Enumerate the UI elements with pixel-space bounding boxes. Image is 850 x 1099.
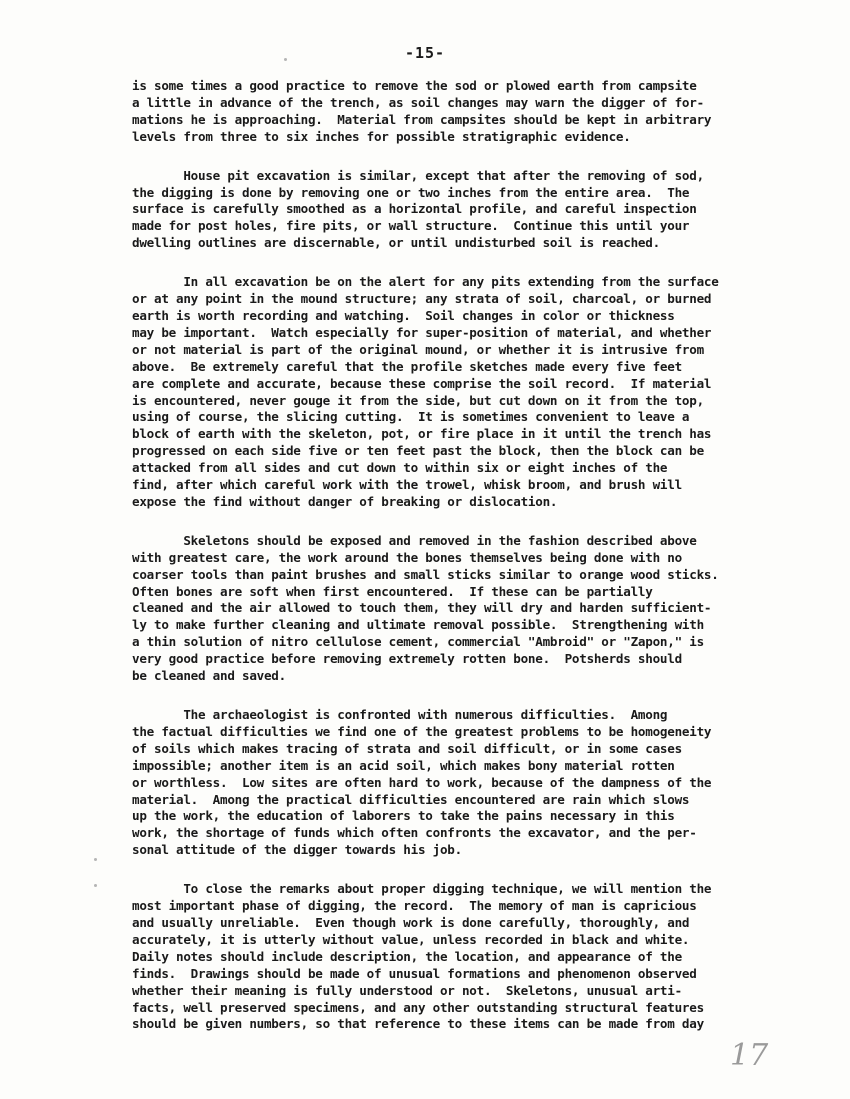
text-line: cleaned and the air allowed to touch them, they will dry and harden sufficient-	[132, 600, 712, 616]
text-line: earth is worth recording and watching. Soil changes in color or thickness	[132, 307, 675, 323]
text-line: find, after which careful work with the trowel, whisk broom, and brush will	[132, 477, 682, 493]
text-line: most important phase of digging, the record. The memory of man is capricious	[132, 898, 697, 914]
text-line: with greatest care, the work around the bones themselves being done with no	[132, 549, 682, 565]
paragraph	[132, 707, 812, 859]
text-line: very good practice before removing extremely rotten bone. Potsherds should	[132, 651, 682, 667]
text-line: made for post holes, fire pits, or wall structure. Continue this until your	[132, 218, 690, 234]
text-line: Daily notes should include description, the location, and appearance of the	[132, 948, 682, 964]
text-line: levels from three to six inches for possible stratigraphic evidence.	[132, 128, 631, 144]
text-line: To close the remarks about proper digging technique, we will mention the	[132, 881, 712, 897]
text-line: block of earth with the skeleton, pot, or fire place in it until the trench has	[132, 426, 712, 442]
text-line: Often bones are soft when first encountered. If these can be partially	[132, 583, 653, 599]
text-line: a thin solution of nitro cellulose cement, commercial "Ambroid" or "Zapon," is	[132, 634, 704, 650]
text-line: ly to make further cleaning and ultimate removal possible. Strengthening with	[132, 617, 704, 633]
text-line: is some times a good practice to remove the sod or plowed earth from campsite	[132, 78, 697, 93]
text-line: or worthless. Low sites are often hard to work, because of the dampness of the	[132, 774, 712, 790]
text-line: above. Be extremely careful that the profile sketches made every five feet	[132, 358, 682, 374]
text-line: sonal attitude of the digger towards his job.	[132, 842, 462, 858]
text-line: progressed on each side five or ten feet past the block, then the block can be	[132, 443, 704, 459]
paragraph	[132, 881, 812, 1033]
handwritten-margin-note: 17	[730, 1038, 769, 1073]
text-line: up the work, the education of laborers to take the pains necessary in this	[132, 808, 675, 824]
text-line: accurately, it is utterly without value, unless recorded in black and white.	[132, 931, 690, 947]
text-line: surface is carefully smoothed as a horizontal profile, and careful inspection	[132, 201, 697, 217]
text-line: or not material is part of the original mound, or whether it is intrusive from	[132, 341, 704, 357]
paragraph	[132, 78, 812, 146]
paper-speck	[284, 58, 287, 61]
text-line: the factual difficulties we find one of the greatest problems to be homogeneity	[132, 723, 712, 739]
text-line: should be given numbers, so that reference to these items can be made from day	[132, 1016, 704, 1032]
text-line: facts, well preserved specimens, and any other outstanding structural features	[132, 999, 704, 1015]
text-line: whether their meaning is fully understood or not. Skeletons, unusual arti-	[132, 982, 682, 998]
body-text	[132, 78, 812, 1055]
text-line: The archaeologist is confronted with numerous difficulties. Among	[132, 707, 668, 722]
paragraph	[132, 274, 812, 511]
text-line: a little in advance of the trench, as soil changes may warn the digger of for-	[132, 94, 704, 110]
text-line: are complete and accurate, because these comprise the soil record. If material	[132, 375, 712, 391]
text-line: Skeletons should be exposed and removed in the fashion described above	[132, 532, 697, 548]
text-line: expose the find without danger of breaking or dislocation.	[132, 493, 558, 509]
text-line: attacked from all sides and cut down to within six or eight inches of the	[132, 460, 668, 476]
paper-speck	[94, 858, 97, 861]
text-line: House pit excavation is similar, except that after the removing of sod,	[132, 167, 704, 183]
text-line: coarser tools than paint brushes and small sticks similar to orange wood sticks.	[132, 566, 719, 582]
text-line: dwelling outlines are discernable, or until undisturbed soil is reached.	[132, 235, 660, 251]
text-line: of soils which makes tracing of strata and soil difficult, or in some cases	[132, 740, 682, 756]
text-line: In all excavation be on the alert for any pits extending from the surface	[132, 274, 719, 290]
text-line: work, the shortage of funds which often confronts the excavator, and the per-	[132, 825, 697, 841]
paragraph	[132, 168, 812, 253]
text-line: and usually unreliable. Even though work is done carefully, thoroughly, and	[132, 914, 690, 930]
paper-speck	[94, 884, 97, 887]
page-number: -15-	[404, 44, 446, 62]
text-line: material. Among the practical difficulties encountered are rain which slows	[132, 791, 690, 807]
text-line: or at any point in the mound structure; any strata of soil, charcoal, or burned	[132, 291, 712, 307]
text-line: using of course, the slicing cutting. It is sometimes convenient to leave a	[132, 409, 690, 425]
text-line: is encountered, never gouge it from the side, but cut down on it from the top,	[132, 392, 704, 408]
text-line: the digging is done by removing one or two inches from the entire area. The	[132, 184, 690, 200]
text-line: be cleaned and saved.	[132, 668, 286, 684]
text-line: may be important. Watch especially for super-position of material, and whether	[132, 324, 712, 340]
text-line: mations he is approaching. Material from campsites should be kept in arbitrary	[132, 111, 712, 127]
text-line: finds. Drawings should be made of unusual formations and phenomenon observed	[132, 965, 697, 981]
paragraph	[132, 533, 812, 685]
text-line: impossible; another item is an acid soil, which makes bony material rotten	[132, 757, 675, 773]
